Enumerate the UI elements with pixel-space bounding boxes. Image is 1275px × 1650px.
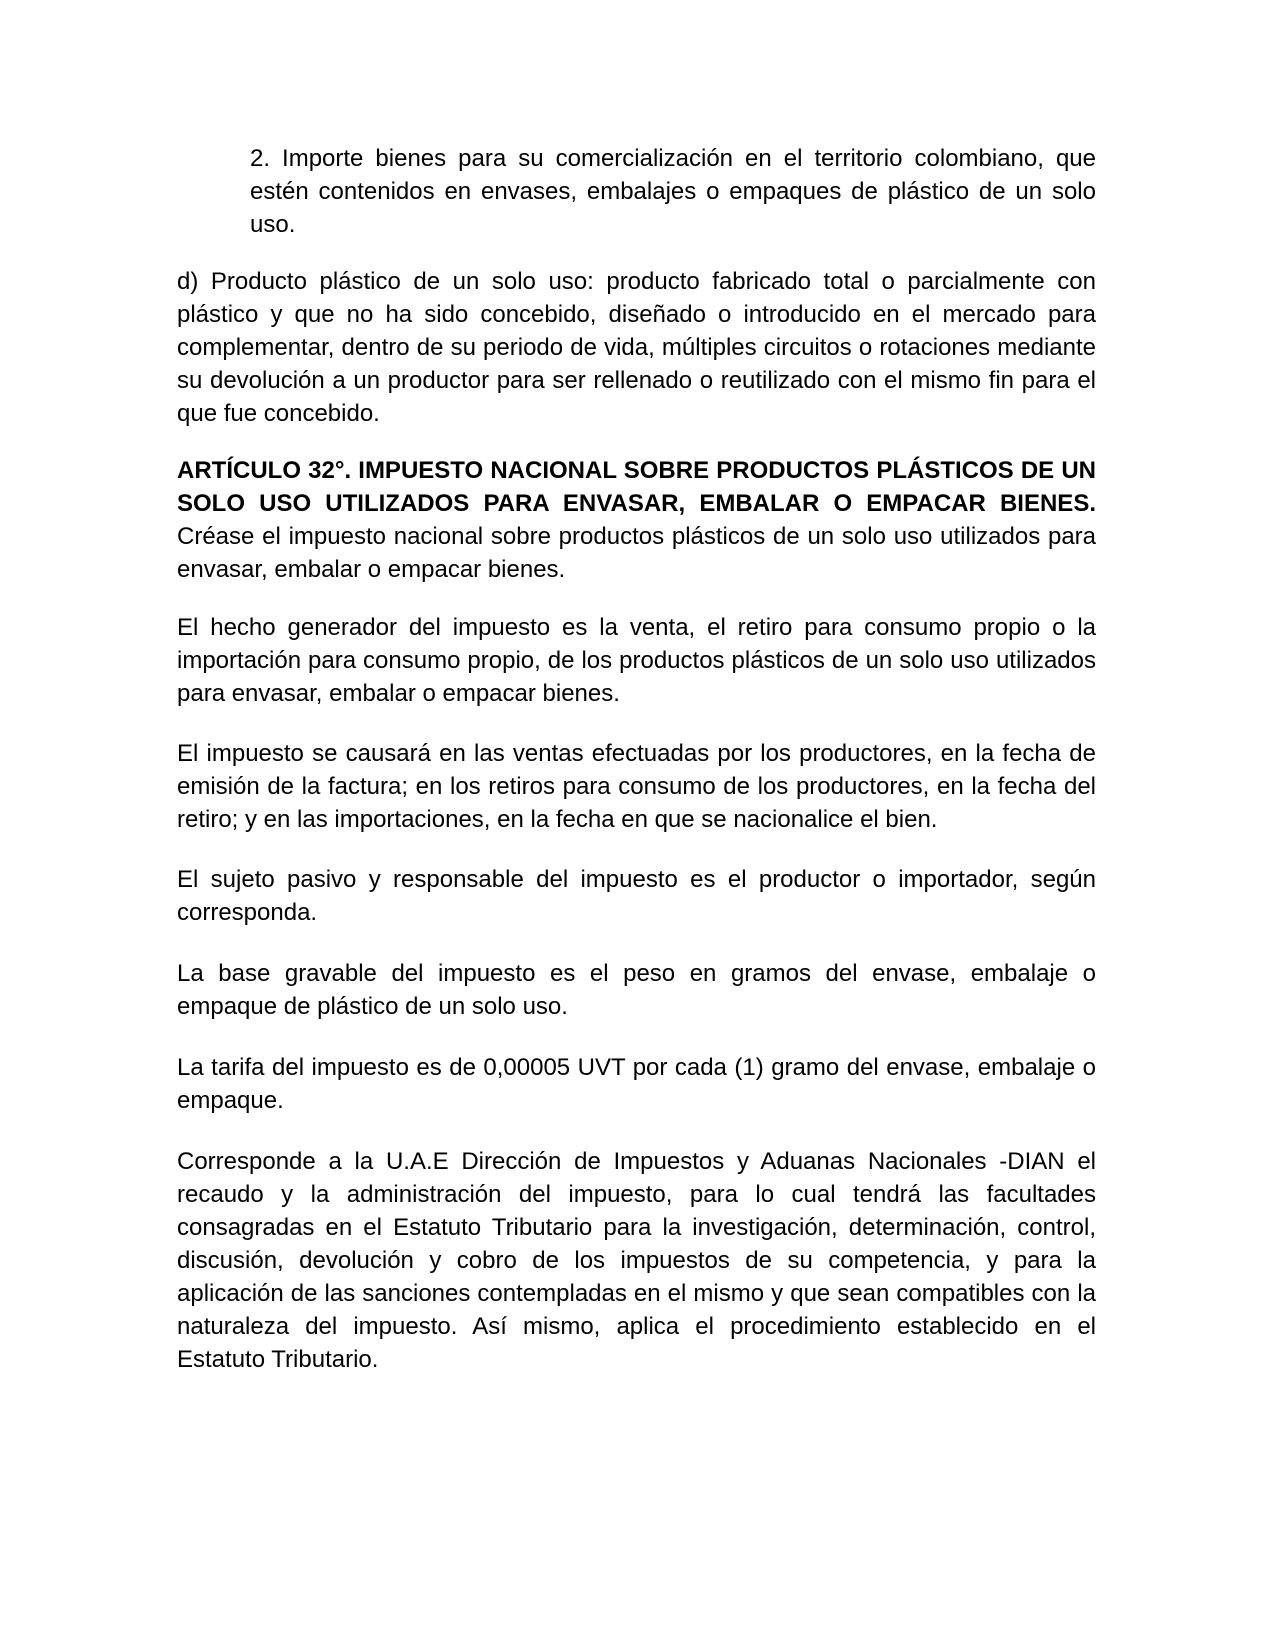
administration-paragraph: Corresponde a la U.A.E Dirección de Impuestos y Aduanas Nacionales -DIAN el recaudo y la administración del impuesto, para lo cual tendrá las facultades consagradas en el Estatuto Tributario para la investigación, determinación, control, discusión, devolución y cobro de los impuestos de su competencia, y para la aplicación de las sanciones contempladas en el mismo y que sean compatibles con la naturaleza del impuesto. Así mismo, aplica el procedimiento establecido en el Estatuto Tributario. xyxy=(177,1148,1096,1373)
accrual-paragraph: El impuesto se causará en las ventas efectuadas por los productores, en la fecha de emisión de la factura; en los retiros para consumo de los productores, en la fecha del retiro; y en las importaciones, en la fecha en que se nacionalice el bien. xyxy=(177,740,1096,833)
tax-rate-paragraph: La tarifa del impuesto es de 0,00005 UVT por cada (1) gramo del envase, embalaje o empaque. xyxy=(177,1054,1096,1114)
article-32-paragraph xyxy=(177,454,1096,586)
taxpayer-paragraph: El sujeto pasivo y responsable del impuesto es el productor o importador, según corresponda. xyxy=(177,866,1096,926)
article-32-heading: ARTÍCULO 32°. IMPUESTO NACIONAL SOBRE PRODUCTOS PLÁSTICOS DE UN SOLO USO UTILIZADOS PARA ENVASAR, EMBALAR O EMPACAR BIENES. xyxy=(177,457,1096,517)
definition-d-paragraph: d) Producto plástico de un solo uso: producto fabricado total o parcialmente con plástico y que no ha sido concebido, diseñado o introducido en el mercado para complementar, dentro de su periodo de vida, múltiples circuitos o rotaciones mediante su devolución a un productor para ser rellenado o reutilizado con el mismo fin para el que fue concebido. xyxy=(177,268,1096,427)
article-32-intro: Créase el impuesto nacional sobre productos plásticos de un solo uso utilizados para envasar, embalar o empacar bienes. xyxy=(177,523,1096,583)
taxable-event-paragraph: El hecho generador del impuesto es la venta, el retiro para consumo propio o la importación para consumo propio, de los productos plásticos de un solo uso utilizados para envasar, embalar o empacar bienes. xyxy=(177,614,1096,707)
list-item-2: 2. Importe bienes para su comercialización en el territorio colombiano, que estén contenidos en envases, embalajes o empaques de plástico de un solo uso. xyxy=(250,145,1096,238)
tax-base-paragraph: La base gravable del impuesto es el peso en gramos del envase, embalaje o empaque de plástico de un solo uso. xyxy=(177,960,1096,1020)
